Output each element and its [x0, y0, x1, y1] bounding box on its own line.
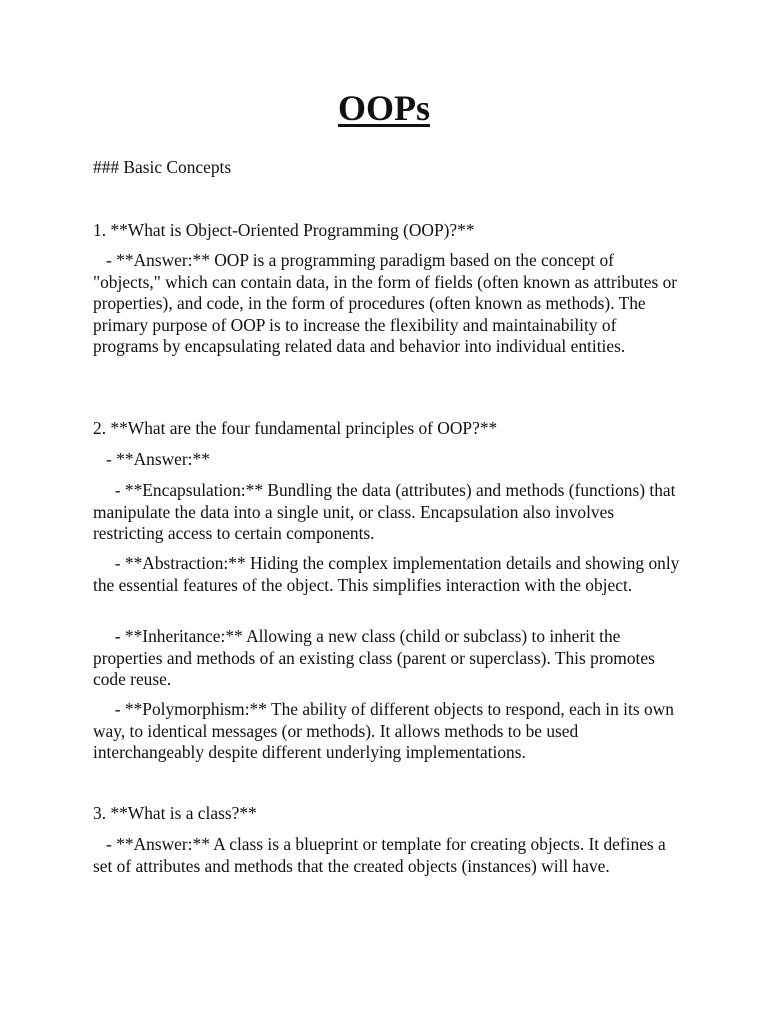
- answer-2-label: - **Answer:**: [93, 449, 210, 469]
- question-2: 2. **What are the four fundamental principles of OOP?**: [93, 418, 498, 438]
- question-3: 3. **What is a class?**: [93, 803, 257, 823]
- page-title: OOPs: [337, 88, 430, 128]
- answer-3: - **Answer:** A class is a blueprint or template for creating objects. It defines a set of attributes and methods that the created objects (instances) will have.: [93, 834, 671, 876]
- section-heading: ### Basic Concepts: [93, 157, 232, 177]
- question-1: 1. **What is Object-Oriented Programming (OOP)?**: [93, 220, 475, 240]
- answer-2-polymorphism: - **Polymorphism:** The ability of different objects to respond, each in its own way, to identical messages (or methods). It allows methods to be used interchangeably despite different underlying implementations.: [93, 699, 679, 762]
- answer-2-abstraction: - **Abstraction:** Hiding the complex implementation details and showing only the essential features of the object. This simplifies interaction with the object.: [93, 553, 684, 595]
- answer-2-encapsulation: - **Encapsulation:** Bundling the data (attributes) and methods (functions) that manipulate the data into a single unit, or class. Encapsulation also involves restricting access to certain components.: [93, 480, 680, 543]
- answer-2-inheritance: - **Inheritance:** Allowing a new class (child or subclass) to inherit the properties and methods of an existing class (parent or superclass). This promotes code reuse.: [93, 626, 660, 689]
- answer-1: - **Answer:** OOP is a programming paradigm based on the concept of "objects," which can contain data, in the form of fields (often known as attributes or properties), and code, in the form of procedures (often known as methods). The primary purpose of OOP is to increase the flexibility and maintainability of programs by encapsulating related data and behavior into individual entities.: [93, 250, 682, 356]
